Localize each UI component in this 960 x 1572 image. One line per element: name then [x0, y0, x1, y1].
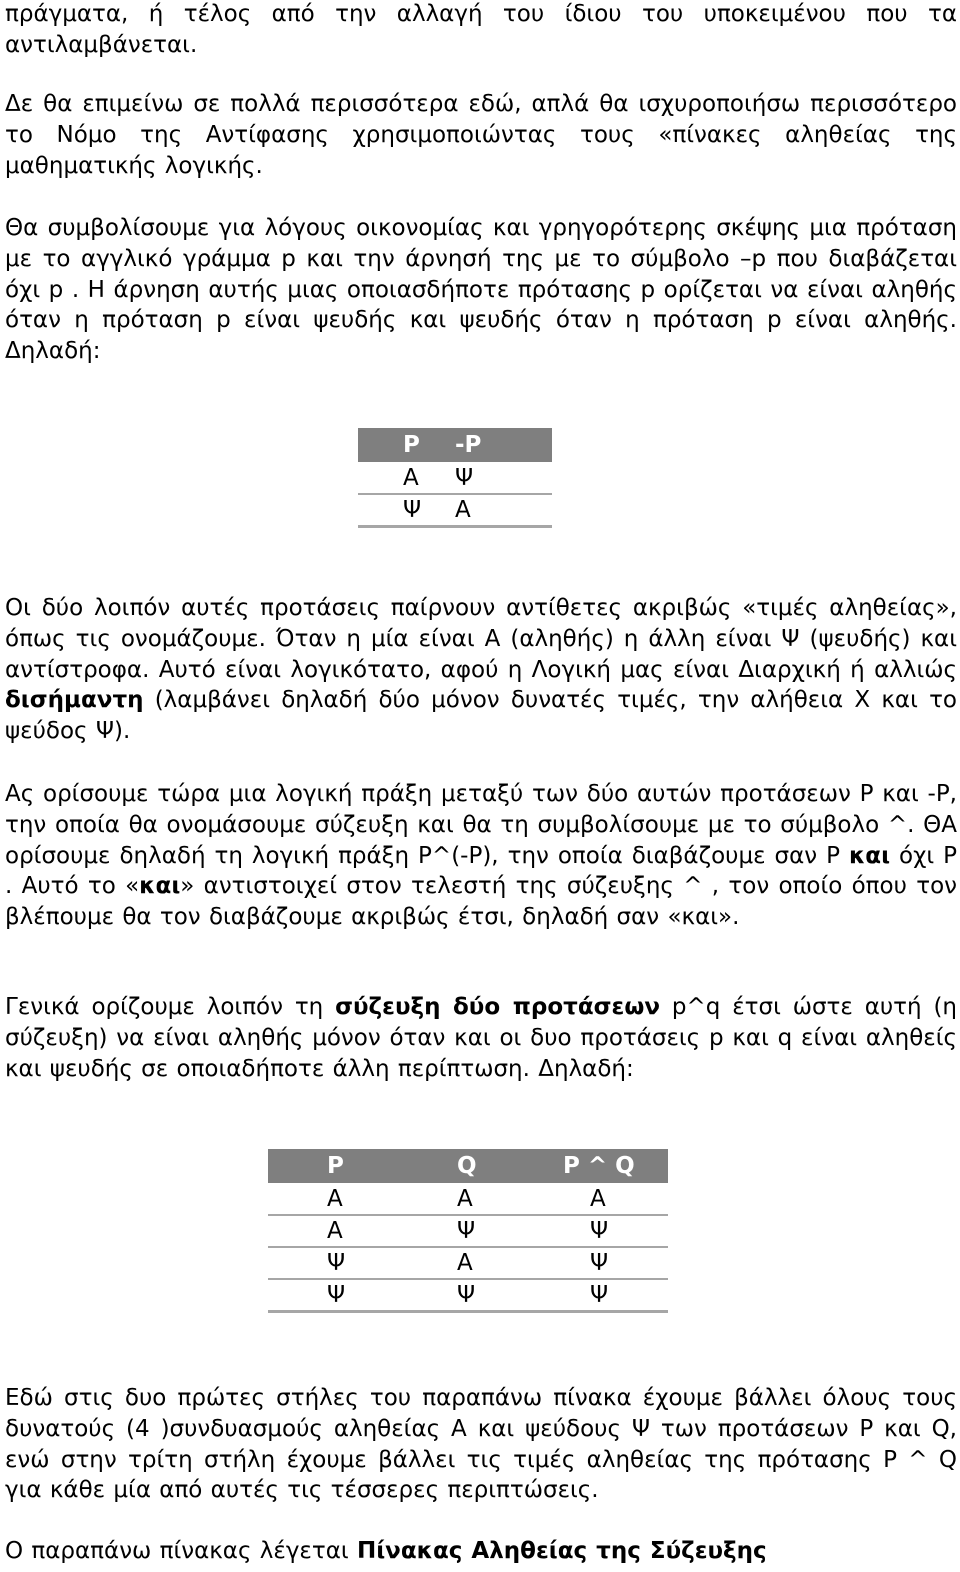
- column-header-p: P: [268, 1149, 401, 1183]
- table-row: [358, 462, 552, 494]
- text-span: Οι δύο λοιπόν αυτές προτάσεις παίρνουν αντίθετες ακριβώς «τιμές αληθείας», όπως τις ονομάζουμε. Όταν η μία είναι Α (αληθής) η άλλη είναι Ψ (ψευδής) και αντίστροφα. Αυτό είναι λογικότατο, αφού η Λογική μας είναι Διαρχική ή αλλιώς: [5, 595, 957, 683]
- table-header-row: [358, 428, 552, 462]
- text-span: (λαμβάνει δηλαδή δύο μόνον δυνατές τιμές, την αλήθεια Χ και το ψεύδος Ψ).: [5, 687, 957, 745]
- paragraph-truth-values: [5, 593, 957, 747]
- table-row: [268, 1183, 668, 1215]
- column-header-p: P: [358, 428, 455, 462]
- table-cell: Ψ: [455, 462, 552, 494]
- table-row: [268, 1279, 668, 1311]
- table-cell: Ψ: [268, 1279, 401, 1311]
- negation-truth-table: [358, 428, 552, 528]
- bold-word-and: και: [848, 842, 891, 869]
- table-header-row: [268, 1149, 668, 1183]
- table-cell: Ψ: [401, 1215, 534, 1247]
- paragraph-contradiction-law: Δε θα επιμείνω σε πολλά περισσότερα εδώ, απλά θα ισχυροποιήσω περισσότερο το Νόμο της Αντίφασης χρησιμοποιώντας τους «πίνακες αληθείας της μαθηματικής λογικής.: [5, 91, 957, 179]
- text-span: όχι P . Αυτό το «: [5, 842, 958, 900]
- table-cell: Ψ: [401, 1279, 534, 1311]
- table-cell: Α: [268, 1183, 401, 1215]
- table-cell: Ψ: [534, 1279, 668, 1311]
- paragraph-conjunction-intro: [5, 779, 957, 933]
- paragraph-table-name: [5, 1536, 767, 1567]
- paragraph-table-explanation: Εδώ στις δυο πρώτες στήλες του παραπάνω πίνακα έχουμε βάλλει όλους τους δυνατούς (4 )συνδυασμούς αληθείας Α και ψεύδους Ψ των προτάσεων P και Q, ενώ στην τρίτη στήλη έχουμε βάλλει τις τιμές αληθείας της πρότασης P ^ Q για κάθε μία από αυτές τις τέσσερες περιπτώσεις.: [5, 1385, 957, 1504]
- table-cell: Α: [358, 462, 455, 494]
- column-header-p-and-q: P ^ Q: [534, 1149, 668, 1183]
- bold-term-conjunction: σύζευξη δύο προτάσεων: [335, 994, 661, 1020]
- table-cell: Ψ: [534, 1215, 668, 1247]
- table-cell: Α: [401, 1183, 534, 1215]
- text-span: p^q έτσι ώστε αυτή (η σύζευξη) να είναι αληθής μόνον όταν και οι δυο προτάσεις p και q είναι αληθείς και ψευδής σε οποιαδήποτε άλλη περίπτωση. Δηλαδή:: [5, 994, 957, 1082]
- table-row: [268, 1215, 668, 1247]
- paragraph-intro-tail: πράγματα, ή τέλος από την αλλαγή του ίδιου του υποκειμένου που τα αντιλαμβάνεται.: [5, 1, 957, 58]
- bold-term-bivalent: δισήμαντη: [5, 687, 144, 714]
- table-cell: Α: [268, 1215, 401, 1247]
- conjunction-truth-table: [268, 1149, 668, 1313]
- text-span: Ο παραπάνω πίνακας λέγεται: [5, 1538, 357, 1564]
- text-span: Ας ορίσουμε τώρα μια λογική πράξη μεταξύ των δύο αυτών προτάσεων P και -P, την οποία θα ονομάσουμε σύζευξη και θα τη συμβολίσουμε με το σύμβολο ^. ΘΑ ορίσουμε δηλαδή τη λογική πράξη P^(-P), την οποία διαβάζουμε σαν P: [5, 781, 957, 869]
- table-cell: Ψ: [534, 1247, 668, 1279]
- bold-word-and: και: [139, 873, 181, 900]
- column-header-not-p: -P: [455, 428, 552, 462]
- table-cell: Α: [534, 1183, 668, 1215]
- paragraph-conjunction-definition: [5, 992, 957, 1084]
- table-cell: Α: [401, 1247, 534, 1279]
- paragraph-negation-definition: Θα συμβολίσουμε για λόγους οικονομίας και γρηγορότερης σκέψης μια πρόταση με το αγγλικό γράμμα p και την άρνησή της με το σύμβολο –p που διαβάζεται όχι p . Η άρνηση αυτής μιας οποιασδήποτε πρότασης p ορίζεται να είναι αληθής όταν η πρόταση p είναι ψευδής και ψευδής όταν η πρόταση p είναι αληθής. Δηλαδή:: [5, 215, 957, 365]
- table-row: [358, 494, 552, 526]
- table-cell: Ψ: [268, 1247, 401, 1279]
- table-cell: Ψ: [358, 494, 455, 526]
- bold-term-truth-table: Πίνακας Αληθείας της Σύζευξης: [356, 1538, 767, 1564]
- table-cell: Α: [455, 494, 552, 526]
- text-span: » αντιστοιχεί στον τελεστή της σύζευξης ^ , τον οποίο όπου τον βλέπουμε θα τον διαβάζουμε ακριβώς έτσι, δηλαδή σαν «και».: [5, 873, 957, 931]
- column-header-q: Q: [401, 1149, 534, 1183]
- text-span: Γενικά ορίζουμε λοιπόν τη: [5, 994, 336, 1020]
- table-row: [268, 1247, 668, 1279]
